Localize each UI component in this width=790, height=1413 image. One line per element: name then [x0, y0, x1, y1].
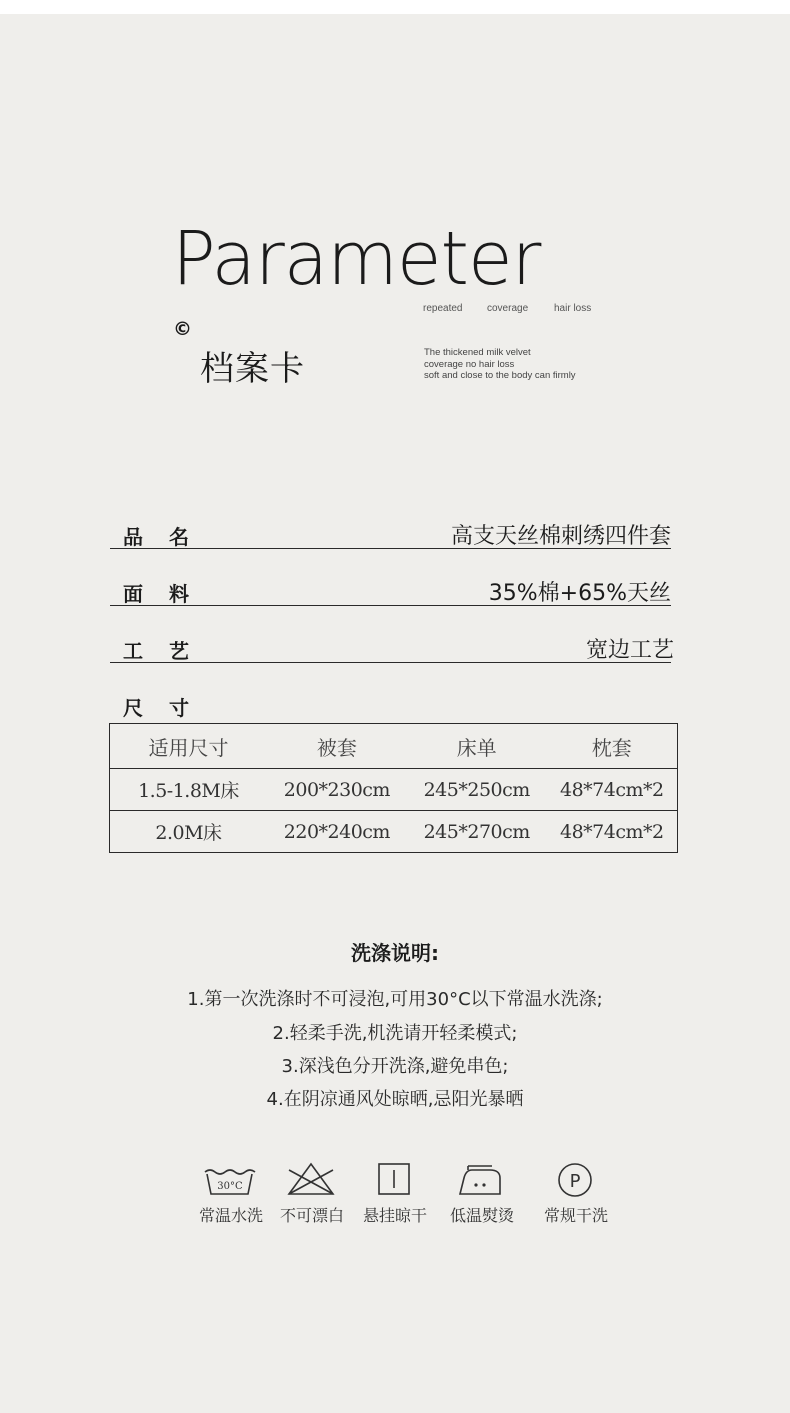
table-header: 床单 [407, 724, 547, 769]
tag-coverage: coverage [487, 303, 529, 314]
dry-clean-p-icon [545, 1160, 605, 1200]
care-title: 洗涤说明: [351, 941, 439, 965]
table-cell: 245*250cm [407, 769, 547, 811]
description-line: coverage no hair loss [424, 358, 515, 370]
care-line: 2.轻柔手洗,机洗请开轻柔模式; [272, 1023, 518, 1044]
param-label: 面料 [123, 582, 215, 606]
table-header-row [110, 724, 678, 769]
table-header: 枕套 [547, 724, 678, 769]
param-row-craft [110, 631, 674, 663]
tag-repeated: repeated [423, 303, 463, 314]
care-line: 1.第一次洗涤时不可浸泡,可用30°C以下常温水洗涤; [187, 989, 603, 1010]
copyright-mark: © [173, 318, 192, 340]
table-cell: 2.0M床 [110, 811, 267, 853]
tag-hair-loss: hair loss [554, 303, 592, 314]
table-cell: 48*74cm*2 [547, 811, 678, 853]
param-row-fabric [110, 574, 671, 606]
description-line: The thickened milk velvet [424, 347, 531, 358]
description [424, 347, 576, 382]
icon-label: 不可漂白 [279, 1206, 344, 1225]
hang-dry-icon [364, 1160, 424, 1200]
icon-label: 常温水洗 [198, 1206, 263, 1225]
table-cell: 48*74cm*2 [547, 769, 678, 811]
no-bleach-icon [281, 1160, 341, 1200]
icon-label: 低温熨烫 [449, 1206, 514, 1225]
description-line: soft and close to the body can firmly [424, 370, 576, 381]
care-line: 4.在阴凉通风处晾晒,忌阳光暴晒 [266, 1089, 524, 1110]
subtitle-cn: 档案卡 [200, 349, 305, 389]
table-cell: 220*240cm [267, 811, 407, 853]
param-value: 宽边工艺 [585, 638, 674, 663]
table-row [110, 811, 678, 853]
wash-30-icon [200, 1160, 260, 1200]
icon-label: 悬挂晾干 [362, 1206, 427, 1225]
param-row-size [110, 688, 671, 720]
param-label: 工艺 [123, 639, 215, 663]
low-iron-icon [450, 1160, 510, 1200]
size-table [109, 723, 678, 853]
table-header: 适用尺寸 [110, 724, 267, 769]
table-cell: 245*270cm [407, 811, 547, 853]
table-row [110, 769, 678, 811]
table-cell: 200*230cm [267, 769, 407, 811]
page-title: Parameter [172, 216, 541, 302]
table-header: 被套 [267, 724, 407, 769]
param-label: 品名 [123, 525, 215, 549]
table-cell: 1.5-1.8M床 [110, 769, 267, 811]
dry-clean-letter: P [569, 1171, 581, 1192]
icon-label: 常规干洗 [543, 1206, 608, 1225]
care-line: 3.深浅色分开洗涤,避免串色; [281, 1056, 509, 1077]
wash-temp-text: 30°C [217, 1181, 243, 1192]
param-value: 高支天丝棉刺绣四件套 [450, 524, 671, 549]
param-label: 尺寸 [123, 696, 215, 720]
param-row-name [110, 517, 671, 549]
param-value: 35%棉+65%天丝 [488, 581, 671, 606]
